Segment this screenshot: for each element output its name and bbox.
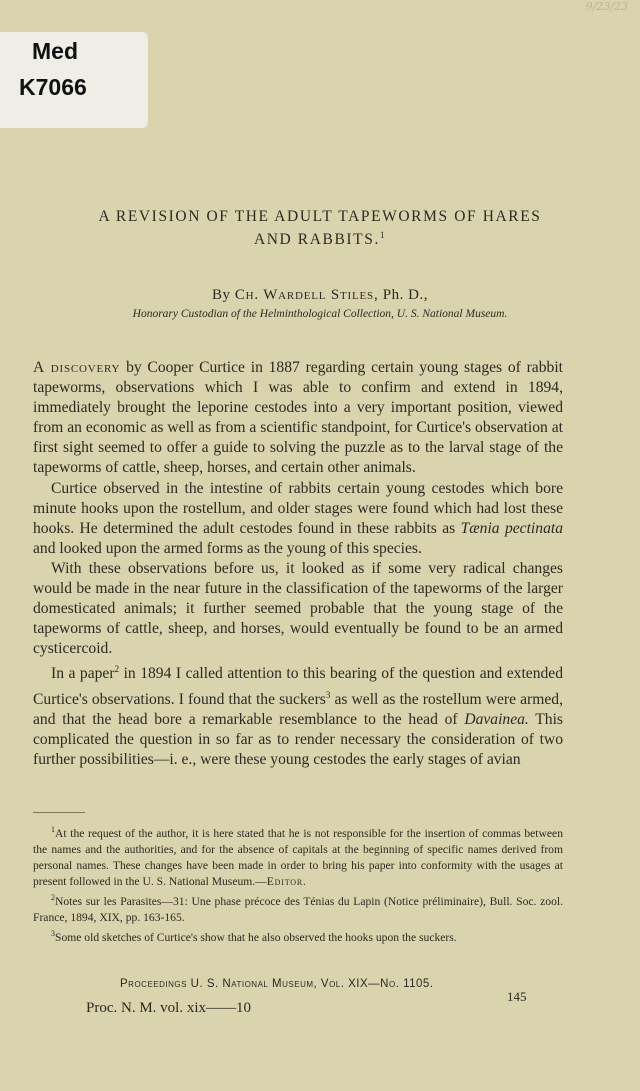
corner-handwritten-note: 9/23/23 (585, 0, 628, 13)
footnote-1 (33, 822, 563, 890)
paragraph-2-text-a: Curtice observed in the intestine of rabbits certain young cestodes which bore minute hooks upon the rostellum, and older stages were found which had lost these hooks. He determined the adult cestodes found in these rabbits as (33, 479, 563, 537)
article-title-line-2 (30, 226, 610, 249)
species-name: Tænia pectinata (460, 519, 563, 537)
footnote-ref-3: 3 (325, 689, 331, 700)
paragraph-4 (33, 659, 563, 770)
article-body (33, 358, 563, 770)
library-call-label (0, 32, 148, 128)
proceedings-footer: Proceedings U. S. National Museum, Vol. XIX—No. 1105. (120, 978, 434, 990)
footnote-divider (33, 812, 85, 813)
article-title-line-1: A REVISION OF THE ADULT TAPEWORMS OF HARES (98, 208, 542, 225)
paragraph-2-text-b: and looked upon the armed forms as the young of this species. (33, 539, 422, 557)
author-name: Ch. Wardell Stiles, (234, 287, 379, 303)
paragraph-4-text-b: in 1894 I called attention to this bearing of the question and extended Curtice's observations. I found that the suckers (33, 665, 564, 708)
paragraph-1 (33, 358, 563, 479)
label-line-1: Med (32, 38, 78, 64)
page-number: 145 (507, 989, 527, 1004)
footnote-3-mark: 3 (51, 928, 55, 938)
paragraph-4-text-a: In a paper (51, 665, 115, 683)
footnote-2 (33, 890, 563, 926)
paragraph-2 (33, 479, 563, 559)
footnote-2-mark: 2 (51, 892, 55, 902)
footnote-1-editor: Editor. (266, 874, 307, 888)
byline-by: By (212, 287, 231, 303)
paragraph-1-text: by Cooper Curtice in 1887 regarding certain young stages of rabbit tapeworms, observations which I was able to confirm and extend in 1894, immediately brought the leporine cestodes into a very important position, viewed from an economic as well as from a scientific standpoint, for Curtice's observation at first sight seemed to offer a guide to solving the puzzle as to the larval stage of the tapeworms of cattle, sheep, horses, and certain other animals. (33, 359, 563, 477)
paragraph-1-lead: A discovery (33, 359, 121, 376)
footnote-1-text: At the request of the author, it is here stated that he is not responsible for the insertion of commas between the names and the authorities, and for the absence of capitals at the beginning of specific names derived from personal names. These changes have been made in order to bring his paper into conformity with the usages at present followed in the U. S. National Museum.— (33, 826, 563, 888)
signature-line: Proc. N. M. vol. xix——10 (86, 1000, 251, 1016)
article-title-line-2-text: AND RABBITS. (253, 231, 380, 249)
footnote-3-text: Some old sketches of Curtice's show that he also observed the hooks upon the suckers. (55, 930, 457, 944)
byline (0, 287, 640, 304)
author-degree: Ph. D., (382, 287, 428, 303)
author-affiliation: Honorary Custodian of the Helminthological Collection, U. S. National Museum. (132, 308, 508, 320)
genus-name: Davainea. (464, 710, 529, 728)
footnote-3 (33, 926, 563, 946)
footnote-1-mark: 1 (51, 825, 55, 834)
paragraph-3: With these observations before us, it looked as if some very radical changes would be made in the near future in the classification of the tapeworms of the larger domesticated animals; it further seemed probable that the young stage of the tapeworms of cattle, sheep, and horses, would eventually be found to be an armed cysticercoid. (33, 559, 563, 658)
label-line-2: K7066 (19, 74, 87, 100)
title-footnote-ref: 1 (379, 230, 387, 240)
paragraph-4-text-d: This complicated the question in so far as to render necessary the consideration of two further possibilities—i. e., were these young cestodes the early stages of avian (33, 710, 564, 769)
footnote-ref-2: 2 (114, 664, 120, 675)
footnote-2-text: Notes sur les Parasites—31: Une phase précoce des Ténias du Lapin (Notice préliminaire), Bull. Soc. zool. France, 1894, XIX, pp. 163-165. (33, 894, 563, 924)
footnotes (33, 822, 563, 946)
paragraph-4-text-c: as well as the rostellum were armed, and that the head bore a remarkable resemblance to the head of (33, 690, 563, 728)
